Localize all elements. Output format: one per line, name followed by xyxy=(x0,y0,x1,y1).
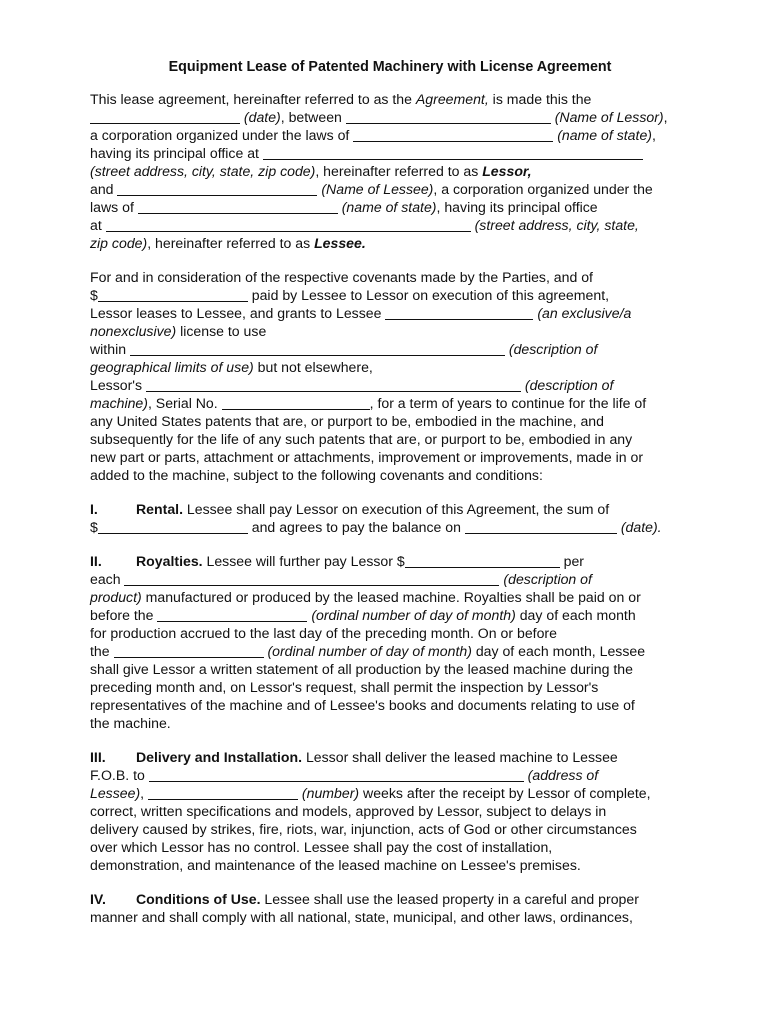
delivery-line-2: F.O.B. to (address of xyxy=(90,767,599,783)
statement-day-blank[interactable] xyxy=(114,644,264,658)
consideration-line-10: subsequently for the life of any such patents that are, or purport to be, embodied in any xyxy=(90,431,633,447)
conditions-line-2: manner and shall comply with all national, state, municipal, and other laws, ordinances, xyxy=(90,909,633,925)
consideration-line-4: nonexclusive) license to use xyxy=(90,323,267,339)
royalties-line-10: the machine. xyxy=(90,715,171,731)
exclusivity-blank[interactable] xyxy=(385,306,533,320)
lessee-state-blank[interactable] xyxy=(138,200,338,214)
section-heading: Delivery and Installation. xyxy=(136,749,303,765)
section-heading: Rental. xyxy=(136,501,183,517)
intro-line-7: laws of (name of state), having its principal office xyxy=(90,199,598,215)
serial-number-blank[interactable] xyxy=(222,396,370,410)
consideration-paragraph xyxy=(90,268,690,484)
consideration-line-7: Lessor's (description of xyxy=(90,377,614,393)
section-conditions xyxy=(90,890,690,926)
section-heading: Royalties. xyxy=(136,553,203,569)
conditions-line-1: IV. Conditions of Use. Lessee shall use the leased property in a careful and proper xyxy=(90,891,639,907)
lessor-state-blank[interactable] xyxy=(353,128,553,142)
royalties-line-8: preceding month and, on Lessor's request, shall permit the inspection by Lessor's xyxy=(90,679,599,695)
intro-line-5: (street address, city, state, zip code), hereinafter referred to as Lessor, xyxy=(90,163,532,179)
delivery-address-blank[interactable] xyxy=(149,768,524,782)
lessor-address-blank[interactable] xyxy=(263,146,643,160)
consideration-line-11: new part or parts, attachment or attachments, improvement or improvements, made in or xyxy=(90,449,644,465)
rental-line-1: I. Rental. Lessee shall pay Lessor on execution of this Agreement, the sum of xyxy=(90,501,610,517)
royalties-line-2: each (description of xyxy=(90,571,592,587)
consideration-line-1: For and in consideration of the respective covenants made by the Parties, and of xyxy=(90,269,593,285)
section-number: IV. xyxy=(90,891,106,907)
consideration-line-6: geographical limits of use) but not elsewhere, xyxy=(90,359,373,375)
lessor-name-blank[interactable] xyxy=(346,110,551,124)
consideration-line-3: Lessor leases to Lessee, and grants to Lessee (an exclusive/a xyxy=(90,305,632,321)
consideration-amount-blank[interactable] xyxy=(98,288,248,302)
intro-line-4: having its principal office at xyxy=(90,144,690,162)
section-number: II. xyxy=(90,553,102,569)
lessee-address-blank[interactable] xyxy=(106,218,471,232)
balance-date-blank[interactable] xyxy=(465,520,617,534)
royalties-line-7: shall give Lessor a written statement of all production by the leased machine during the xyxy=(90,661,633,677)
section-delivery xyxy=(90,748,690,874)
consideration-line-5: within (description of xyxy=(90,341,598,357)
product-description-blank[interactable] xyxy=(124,572,499,586)
machine-description-blank[interactable] xyxy=(146,378,521,392)
intro-line-6: and (Name of Lessee), a corporation organized under the xyxy=(90,181,653,197)
royalties-line-3: product) manufactured or produced by the leased machine. Royalties shall be paid on or xyxy=(90,589,641,605)
payment-day-blank[interactable] xyxy=(157,608,307,622)
consideration-line-12: added to the machine, subject to the following covenants and conditions: xyxy=(90,467,543,483)
royalties-line-5: for production accrued to the last day of the preceding month. On or before xyxy=(90,625,557,641)
intro-line-3: a corporation organized under the laws of (name of state), xyxy=(90,127,656,143)
delivery-line-7: demonstration, and maintenance of the leased machine on Lessee's premises. xyxy=(90,857,581,873)
royalty-amount-blank[interactable] xyxy=(405,554,560,568)
section-number: III. xyxy=(90,749,106,765)
royalties-line-6: the (ordinal number of day of month) day of each month, Lessee xyxy=(90,643,646,659)
section-rental xyxy=(90,500,690,536)
date-blank[interactable] xyxy=(90,110,240,124)
intro-line-2: (date), between (Name of Lessor), xyxy=(90,108,690,126)
royalties-line-1: II. Royalties. Lessee will further pay Lessor $ per xyxy=(90,553,584,569)
delivery-line-4: correct, written specifications and models, approved by Lessor, subject to delays in xyxy=(90,803,607,819)
delivery-line-1: III. Delivery and Installation. Lessor shall deliver the leased machine to Lessee xyxy=(90,749,618,765)
consideration-line-2: $ paid by Lessee to Lessor on execution of this agreement, xyxy=(90,287,610,303)
lessee-name-blank[interactable] xyxy=(117,182,317,196)
royalties-line-4: before the (ordinal number of day of month) day of each month xyxy=(90,607,636,623)
intro-line-1: This lease agreement, hereinafter referred to as the Agreement, is made this the xyxy=(90,91,592,107)
delivery-line-6: over which Lessor has no control. Lessee shall pay the cost of installation, xyxy=(90,839,553,855)
document-title: Equipment Lease of Patented Machinery with License Agreement xyxy=(168,59,612,75)
intro-paragraph xyxy=(90,90,690,252)
intro-line-9: zip code), hereinafter referred to as Lessee. xyxy=(90,235,366,251)
geographical-limits-blank[interactable] xyxy=(130,342,505,356)
intro-line-8: at (street address, city, state, xyxy=(90,217,639,233)
royalties-line-9: representatives of the machine and of Lessee's books and documents relating to use of xyxy=(90,697,635,713)
rental-amount-blank[interactable] xyxy=(98,520,248,534)
consideration-line-9: any United States patents that are, or purport to be, embodied in the machine, and xyxy=(90,413,604,429)
rental-line-2: $ and agrees to pay the balance on (date). xyxy=(90,519,662,535)
section-royalties xyxy=(90,552,690,732)
section-number: I. xyxy=(90,501,98,517)
delivery-line-5: delivery caused by strikes, fire, riots, war, injunction, acts of God or other circumstances xyxy=(90,821,637,837)
delivery-line-3: Lessee), (number) weeks after the receipt by Lessor of complete, xyxy=(90,785,651,801)
weeks-number-blank[interactable] xyxy=(148,786,298,800)
consideration-line-8: machine), Serial No. , for a term of years to continue for the life of xyxy=(90,395,647,411)
section-heading: Conditions of Use. xyxy=(136,891,261,907)
